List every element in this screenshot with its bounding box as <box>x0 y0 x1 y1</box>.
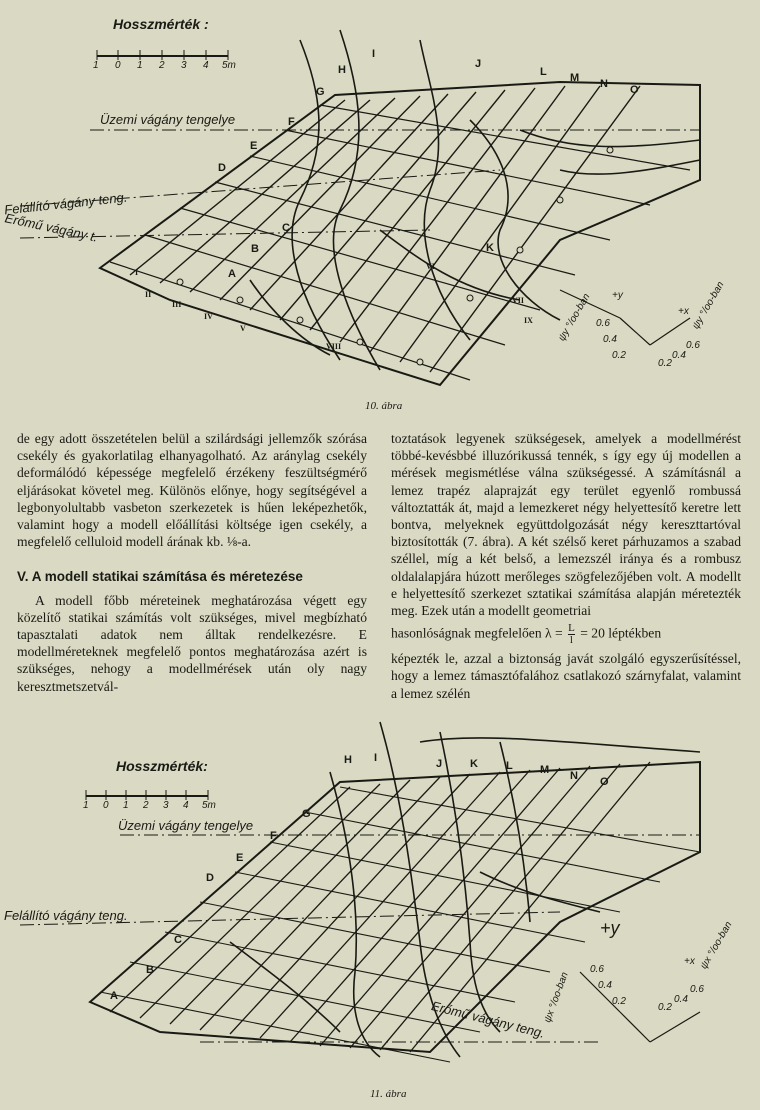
fraction-denominator: l <box>569 634 573 647</box>
grid-letter: L <box>540 66 547 78</box>
grid-roman: VIII <box>326 342 342 351</box>
paragraph-formula <box>391 623 741 646</box>
paragraph: képezték le, azzal a biztonság javát szolgáló egyszerűsítéssel, hogy a lemez támasztófalához csatlakozó szárnyfalat, valamint a lemez szélén <box>391 651 741 701</box>
grid-letter: O <box>630 84 639 96</box>
grid-letter: J <box>436 758 443 770</box>
grid-letter: H <box>338 64 346 76</box>
section-heading: V. A modell statikai számítása és méretezése <box>17 569 303 585</box>
psi-axis-left-tick: 0.6 <box>596 318 610 329</box>
grid-roman: I <box>135 268 139 277</box>
lambda-fraction <box>568 623 575 646</box>
formula-lead-text: hasonlóságnak megfelelően λ = <box>391 625 563 641</box>
grid-letter: G <box>302 808 311 820</box>
grid-letter: K <box>470 758 478 770</box>
text-column-right <box>391 430 741 702</box>
grid-letter: F <box>270 830 277 842</box>
track-label-felallito: Felállító vágány teng. <box>3 189 129 218</box>
psi-axis-right-sign: +x <box>684 956 695 967</box>
scale-tick: 5m <box>222 60 236 71</box>
grid-letter: I <box>372 48 376 60</box>
fraction-numerator: L <box>568 622 575 635</box>
psi-axis-right-label: ψx °/oo-ban <box>698 919 735 972</box>
psi-axis-right-tick: 0.2 <box>658 358 672 369</box>
grid-letter: C <box>282 222 290 234</box>
grid-roman: IX <box>524 316 533 325</box>
scale-tick: 4 <box>203 60 209 71</box>
psi-axis-left-sign: +y <box>612 290 623 301</box>
grid-letter: A <box>228 268 236 280</box>
scale-tick: 3 <box>163 800 169 811</box>
psi-axis-right-tick: 0.4 <box>672 350 686 361</box>
scale-tick: 1 <box>83 800 89 811</box>
scale-title: Hosszmérték: <box>116 758 208 774</box>
track-label-uzemi: Üzemi vágány tengelye <box>118 818 254 833</box>
psi-axis-left-tick: 0.6 <box>590 964 604 975</box>
scale-tick: 1 <box>137 60 143 71</box>
grid-letter: I <box>374 752 378 764</box>
psi-axis-left-tick: 0.4 <box>598 980 612 991</box>
psi-axis-right-sign: +x <box>678 306 689 317</box>
psi-axis-left-sign: +y <box>600 918 620 938</box>
grid-letter: N <box>570 770 578 782</box>
grid-letter: G <box>316 86 325 98</box>
grid-letter: C <box>174 934 182 946</box>
grid-letter: K <box>486 242 494 254</box>
psi-axis-left-tick: 0.2 <box>612 996 626 1007</box>
track-label-uzemi: Üzemi vágány tengelye <box>100 112 236 127</box>
grid-roman: V <box>240 324 246 333</box>
grid-letter: B <box>251 243 259 255</box>
psi-axis-right-tick: 0.2 <box>658 1002 672 1013</box>
grid-letter: L <box>506 760 513 772</box>
grid-letter: E <box>250 140 258 152</box>
track-label-felallito: Felállító vágány teng. <box>4 908 128 923</box>
psi-axis-left-label: ψx °/oo-ban <box>542 970 571 1025</box>
scale-title: Hosszmérték : <box>113 16 209 32</box>
figure-caption: 10. ábra <box>365 400 403 412</box>
scale-tick: 2 <box>143 800 149 811</box>
grid-letter: B <box>146 964 154 976</box>
psi-axis-right-label: ψy °/oo-ban <box>690 279 727 332</box>
paragraph: toztatások legyenek szükségesek, amelyek a modellmérést többé-kevésbbé illuzórikussá tennék, s így egy új modellen a mérések megismétlése válna szükségessé. A számításnál a lemez trapéz alaprajzát egy terület egyenlő rombussá változtatták át, majd a lemezkeret négy helyettesítő keretre lett bontva, melyeknek együttdolgozását négy kereszttartóval biztosították (7. ábra). A két szélső keret párhuzamos a szabad széllel, míg a két belső, a lemezszél iránya és a rombusz oldalalapjára húzott merőleges szögfelezőjében volt. A modellt e helyettesítő szerkezet sztatikai számítása alapján méretezték meg. Ezek után a modellt geometriai <box>391 431 741 619</box>
grid-roman: VII <box>512 296 525 305</box>
scale-tick: 5m <box>202 800 216 811</box>
grid-roman: IV <box>204 312 213 321</box>
figure-10 <box>0 0 760 420</box>
psi-axis-right-tick: 0.4 <box>674 994 688 1005</box>
grid-letter: H <box>344 754 352 766</box>
scale-tick: 1 <box>123 800 129 811</box>
track-label-eromu: Erőmű vágány t. <box>3 210 100 245</box>
figure-10-drawing <box>0 0 760 420</box>
scale-tick: 1 <box>93 60 99 71</box>
text-column-left <box>17 430 367 695</box>
psi-axis-left-tick: 0.2 <box>612 350 626 361</box>
grid-letter: N <box>600 78 608 90</box>
figure-caption: 11. ábra <box>370 1088 407 1100</box>
paragraph: de egy adott összetételen belül a szilárdsági jellemzők szórása csekély és gyakorlatilag elhanyagolható. Az aránylag csekély deformálódó képessége megfelelő érzékeny feszültségmérő eljárásokat követel meg. Különös előnye, hogy segítségével a legbonyolultabb vasbeton szerkezetek is hűen leképezhetők, valamint hogy a modell előállítási költsége igen csekély, a megfelelő celluloid modell árának kb. ⅛-a. <box>17 431 367 550</box>
grid-letter: A <box>110 990 118 1002</box>
scale-tick: 0 <box>115 60 121 71</box>
grid-letter: M <box>570 72 580 84</box>
psi-axis-right-tick: 0.6 <box>690 984 704 995</box>
scale-tick: 2 <box>159 60 165 71</box>
grid-letter: J <box>475 58 482 70</box>
psi-axis-left-label: ψy °/oo-ban <box>556 291 593 344</box>
formula-tail-text: = 20 léptékben <box>580 625 662 641</box>
grid-roman: II <box>145 290 152 299</box>
scale-tick: 4 <box>183 800 189 811</box>
grid-roman: VI <box>426 262 435 271</box>
paragraph: A modell főbb méreteinek meghatározása végett egy közelítő statikai számítás volt szükséges, mivel megbízható tapasztalati adatok nem álltak rendelkezésre. E modellméreteknek megfelelő pontos meghatározása azért is szükséges, nehogy a modellmérések után oly nagy keresztmetszetvál- <box>17 592 367 694</box>
psi-axis-right-tick: 0.6 <box>686 340 700 351</box>
scale-tick: 3 <box>181 60 187 71</box>
grid-letter: D <box>206 872 214 884</box>
track-label-eromu: Erőmű vágány teng. <box>429 998 547 1041</box>
grid-letter: M <box>540 764 550 776</box>
grid-roman: III <box>172 300 182 309</box>
grid-letter: D <box>218 162 226 174</box>
psi-axis-left-tick: 0.4 <box>603 334 617 345</box>
grid-letter: E <box>236 852 244 864</box>
grid-letter: F <box>288 116 295 128</box>
scale-tick: 0 <box>103 800 109 811</box>
figure-11 <box>0 712 760 1110</box>
grid-letter: O <box>600 776 609 788</box>
